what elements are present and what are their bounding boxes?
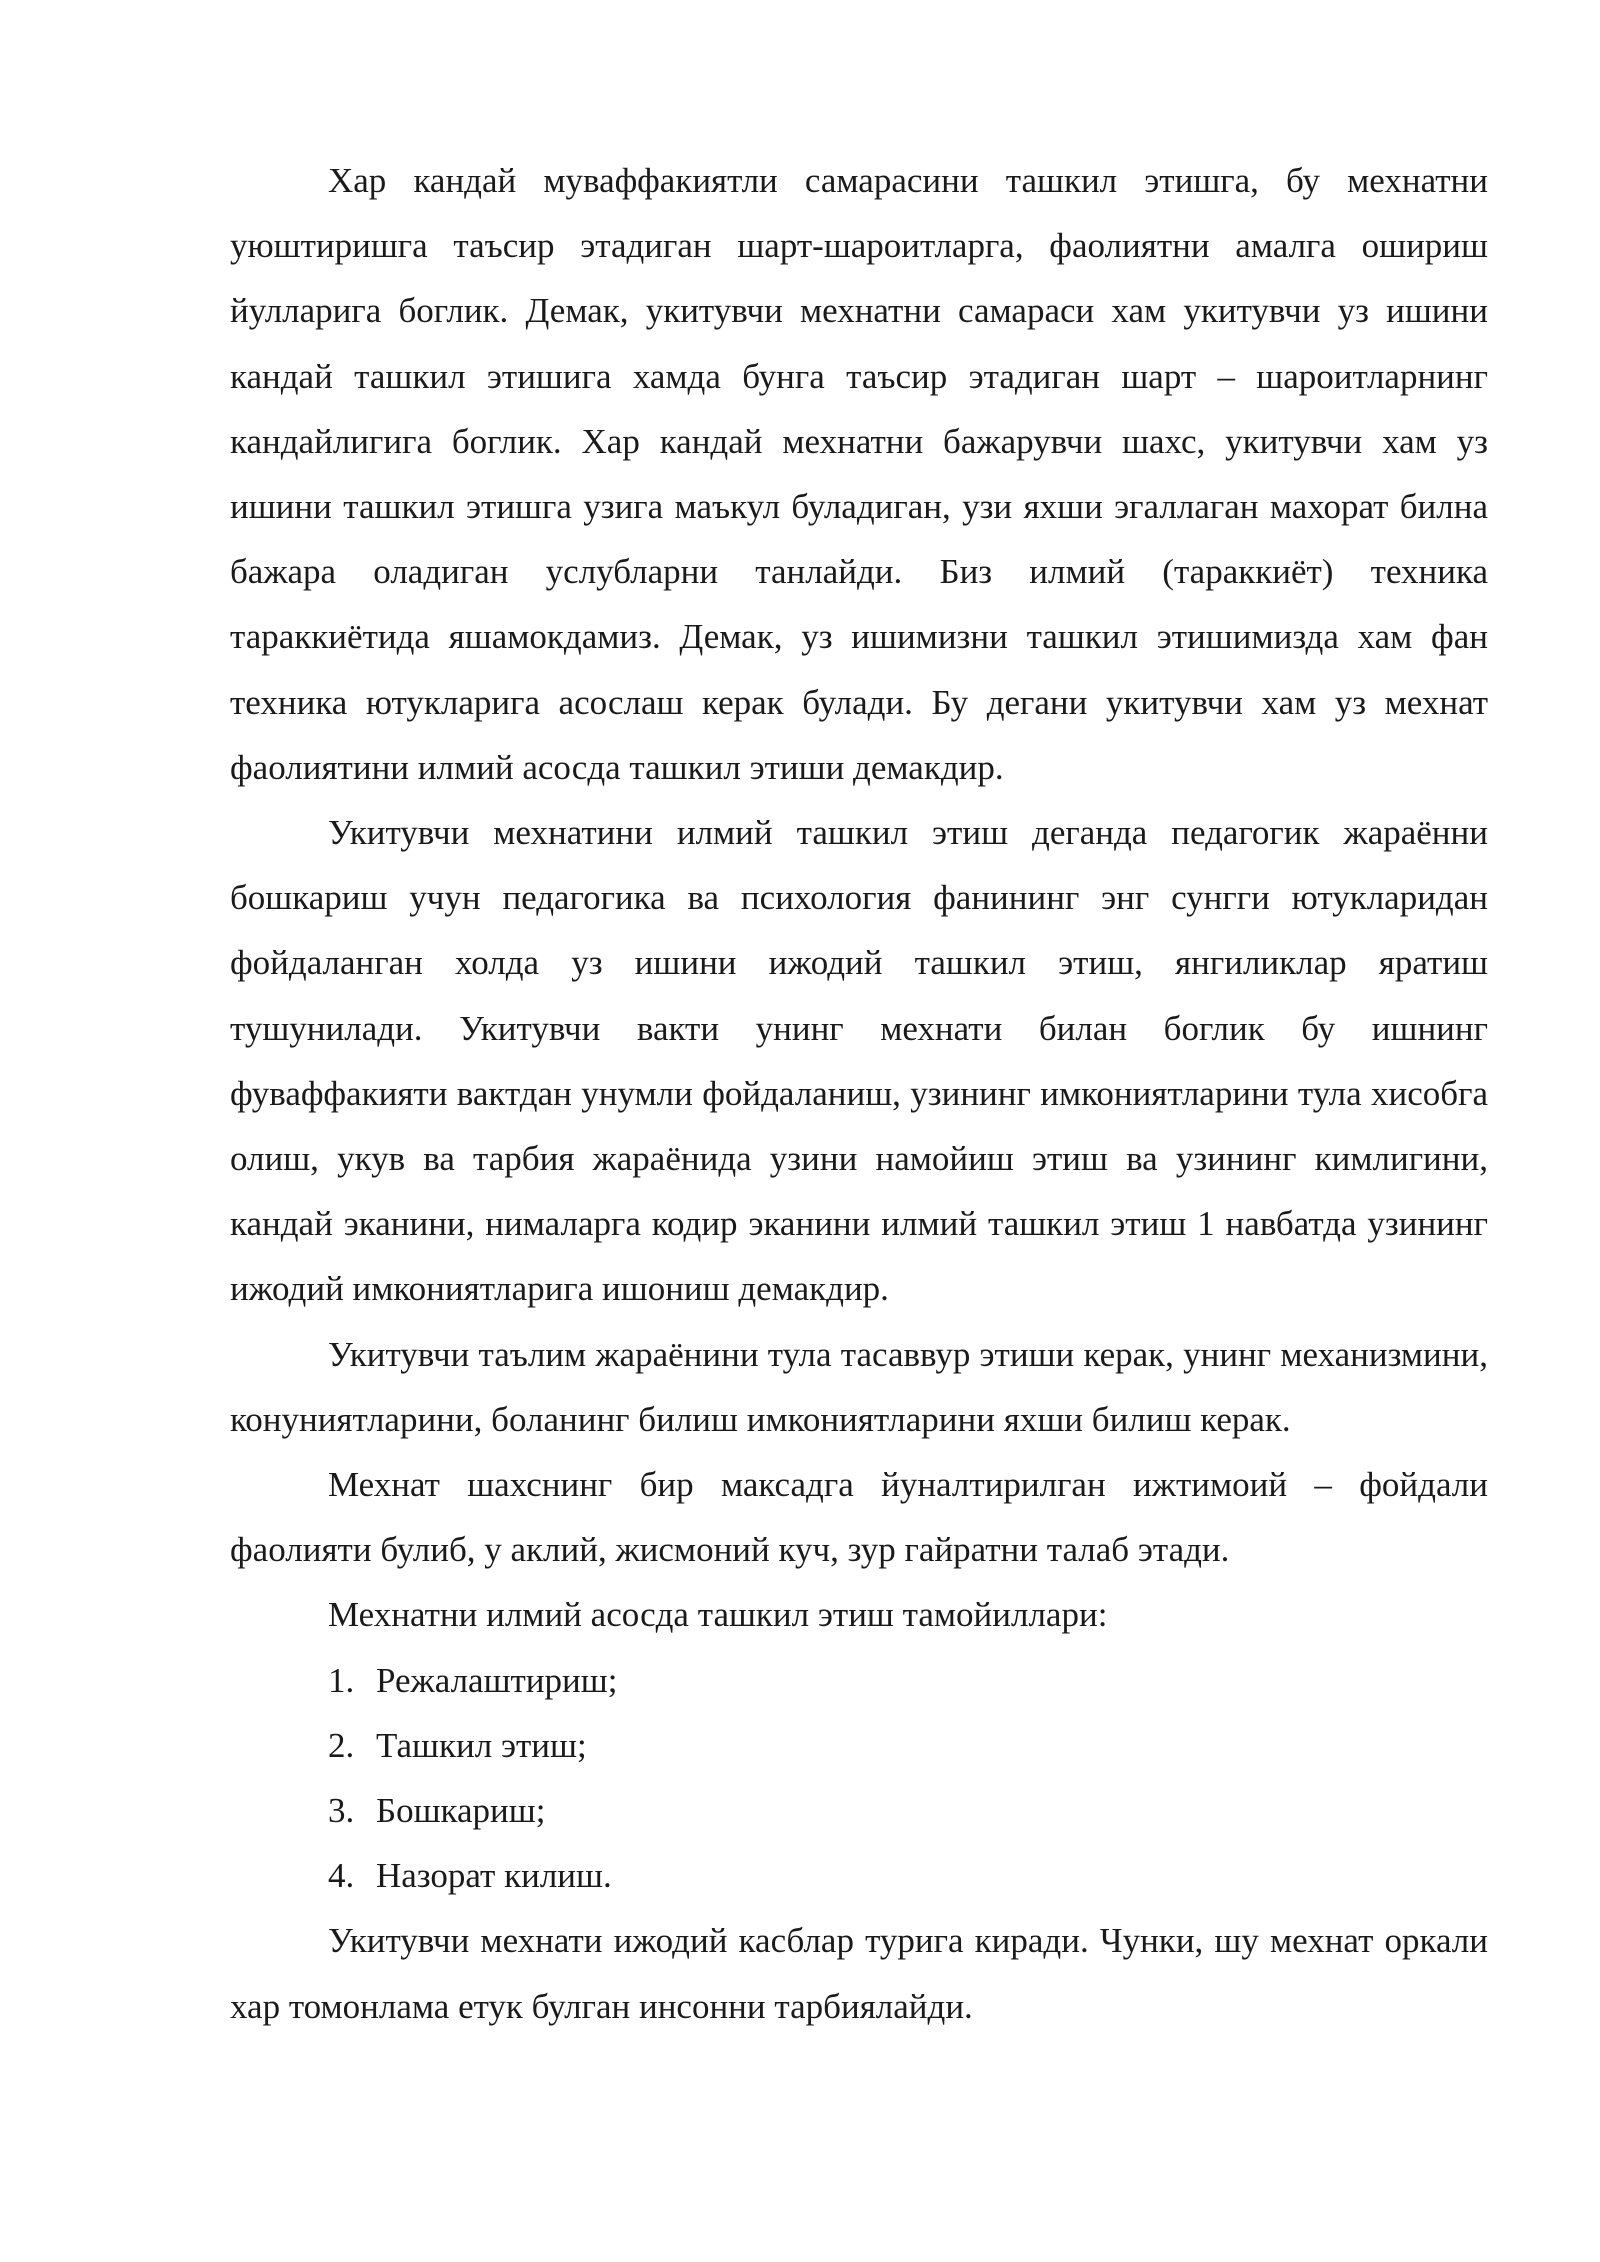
- list-item: [230, 1843, 1488, 1908]
- list-text: Бошкариш;: [376, 1791, 546, 1831]
- document-page: [230, 148, 1488, 2039]
- list-item: [230, 1778, 1488, 1843]
- paragraph-1: Хар кандай муваффакиятли самарасини ташкил этишга, бу мехнатни уюштиришга таъсир этадиган шарт-шароитларга, фаолиятни амалга ошириш йулларига боглик. Демак, укитувчи мехнатни самараси хам укитувчи уз ишини кандай ташкил этишига хамда бунга таъсир этадиган шарт – шароитларнинг кандайлигига боглик. Хар кандай мехнатни бажарувчи шахс, укитувчи хам уз ишини ташкил этишга узига маъкул буладиган, узи яхши эгаллаган махорат билна бажара оладиган услубларни танлайди. Биз илмий (тараккиёт) техника тараккиётида яшамокдамиз. Демак, уз ишимизни ташкил этишимизда хам фан техника ютукларига асослаш керак булади. Бу дегани укитувчи хам уз мехнат фаолиятини илмий асосда ташкил этиши демакдир.: [230, 161, 1488, 787]
- paragraph-3: Укитувчи таълим жараёнини тула тасаввур этиши керак, унинг механизмини, конуниятларини, боланинг билиш имкониятларини яхши билиш керак.: [230, 1334, 1488, 1439]
- paragraph-4: Мехнат шахснинг бир максадга йуналтирилган ижтимоий – фойдали фаолияти булиб, у аклий, жисмоний куч, зур гайратни талаб этади.: [230, 1465, 1488, 1570]
- list-number: 3.: [328, 1791, 355, 1831]
- list-item: [230, 1648, 1488, 1713]
- list-number: 1.: [328, 1660, 355, 1700]
- list-text: Ташкил этиш;: [376, 1725, 587, 1765]
- principles-list: [230, 1648, 1488, 1909]
- list-text: Назорат килиш.: [376, 1856, 612, 1896]
- list-text: Режалаштириш;: [376, 1660, 618, 1700]
- paragraph-2: Укитувчи мехнатини илмий ташкил этиш деганда педагогик жараённи бошкариш учун педагогика ва психология фанининг энг сунгги ютукларидан фойдаланган холда уз ишини ижодий ташкил этиш, янгиликлар яратиш тушунилади. Укитувчи вакти унинг мехнати билан боглик бу ишнинг фуваффакияти вактдан унумли фойдаланиш, узининг имкониятларини тула хисобга олиш, укув ва тарбия жараёнида узини намойиш этиш ва узининг кимлигини, кандай эканини, нималарга кодир эканини илмий ташкил этиш 1 навбатда узининг ижодий имкониятларига ишониш демакдир.: [230, 813, 1488, 1309]
- closing-paragraph: Укитувчи мехнати ижодий касблар турига киради. Чунки, шу мехнат оркали хар томонлама етук булган инсонни тарбиялайди.: [230, 1921, 1488, 2026]
- list-number: 4.: [328, 1856, 355, 1896]
- list-number: 2.: [328, 1725, 355, 1765]
- list-intro: Мехнатни илмий асосда ташкил этиш тамойиллари:: [328, 1595, 1108, 1635]
- list-item: [230, 1713, 1488, 1778]
